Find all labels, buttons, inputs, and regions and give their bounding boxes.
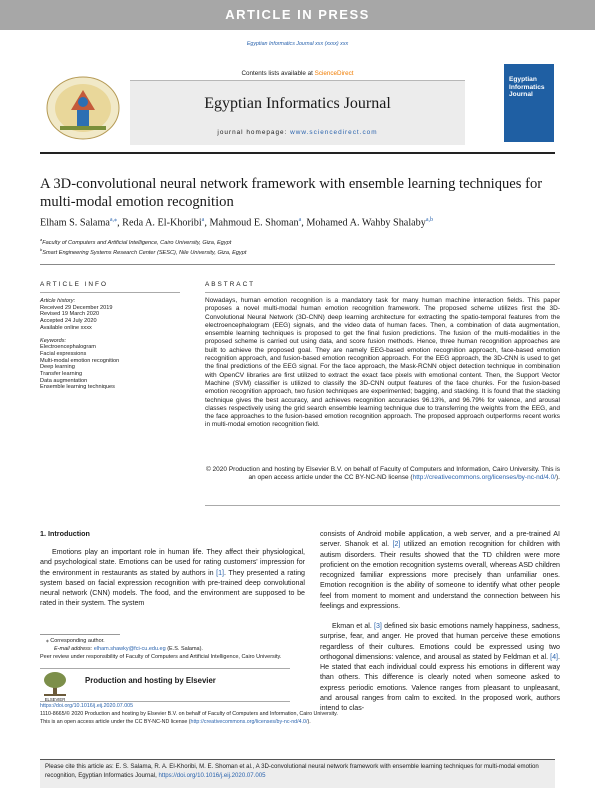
elsevier-logo-text: ELSEVIER [44, 697, 66, 702]
license-text: This is an open access article under the CC BY-NC-ND license ( [40, 718, 191, 725]
abstract-heading: ABSTRACT [205, 281, 256, 288]
keyword[interactable]: Deep learning [40, 364, 75, 371]
citation-text [45, 762, 553, 780]
article-info-rule [40, 292, 180, 293]
intro-text: . He stated that each individual could express his emotions in different way than others. This difference is clearly noted when someone asked to express periodic emotions. Valence ranges from pleasant to unpleasant, and arousal ranges from calm to excited. In the proposed work, authors intend to clas- [320, 652, 560, 713]
keyword[interactable]: Ensemble learning techniques [40, 384, 115, 391]
author-affiliation-marker[interactable]: a [298, 217, 302, 223]
author-name[interactable]: Mahmoud E. Shoman [209, 217, 299, 229]
journal-cover-thumbnail [504, 64, 554, 142]
author-list: Elham S. Salama$^{a,⁎}$, Reda A. El-Khoribi$^a$, Mahmoud E. Shoman$^a$, Mohamed A. Wahby Shalaby$^{a,b}$ [40, 217, 434, 229]
intro-text: . They presented a rating system based on facial expression recognition with pre-trained deep convolutional neural network (CNN) models. The food, and the environment are supposed to be rated in their system. The system [40, 568, 305, 608]
intro-text: defined six basic emotions namely happiness, sadness, surprise, fear, and anger. He proved that human perceive these emotions regardless of their cultures. Emotions could be expressed using two orthogonal dimensions: valence, and arousal as stated by Feldman et al. [320, 622, 560, 661]
header-divider [40, 264, 555, 265]
article-info-panel [40, 298, 190, 391]
keywords-label: Keywords: [40, 337, 67, 344]
homepage-prefix: journal homepage: [217, 129, 291, 136]
keyword[interactable]: Electroencephalogram [40, 344, 96, 351]
citation-body: Please cite this article as: E. S. Salama, R. A. El-Khoribi, M. E. Shoman et al., A 3D-convolutional neural network framework with ensemble learning techniques for multi-modal emotion recognition, Egyptian Informatics Journal, [45, 763, 539, 779]
doi-link[interactable]: https://doi.org/10.1016/j.eij.2020.07.005 [40, 703, 134, 709]
affiliation-marker: b [40, 247, 43, 252]
abstract-bottom-rule [205, 505, 560, 506]
intro-paragraph-right-1 [320, 529, 560, 611]
abstract-copyright [205, 466, 560, 483]
history-item: Revised 19 March 2020 [40, 311, 100, 318]
contents-prefix: Contents lists available at [241, 70, 315, 77]
intro-paragraph-right-2 [320, 621, 560, 714]
citation-link[interactable]: [3] [374, 622, 382, 630]
keyword[interactable]: Transfer learning [40, 371, 83, 378]
affiliation-text: Faculty of Computers and Artificial Intelligence, Cairo University, Giza, Egypt [42, 239, 232, 246]
abstract-rule [205, 292, 560, 293]
citation-link[interactable]: [2] [392, 540, 401, 549]
article-info-heading: ARTICLE INFO [40, 281, 108, 288]
author-name[interactable]: Mohamed A. Wahby Shalaby [306, 217, 426, 229]
keyword[interactable]: Data augmentation [40, 377, 88, 384]
homepage-link[interactable]: www.sciencedirect.com [290, 129, 378, 136]
author-affiliation-marker[interactable]: a,b [425, 217, 434, 223]
elsevier-logo-icon [40, 670, 70, 698]
journal-reference-link[interactable]: Egyptian Informatics Journal xxx (xxxx) xxx [246, 41, 349, 47]
article-title: A 3D-convolutional neural network framework with ensemble learning techniques for multi-modal emotion recognition [40, 176, 543, 210]
affiliation-text: Smart Engineering Systems Research Center (SESC), Nile University, Giza, Egypt [42, 249, 247, 256]
copyright-end: ). [556, 474, 560, 482]
issn-line: 1110-8665/© 2020 Production and hosting by Elsevier B.V. on behalf of Faculty of Computers and Information, Cairo University. [40, 710, 338, 717]
citation-link[interactable]: [4] [550, 652, 559, 661]
peer-review-note: Peer review under responsibility of Faculty of Computers and Artificial Intelligence, Cairo University. [40, 654, 282, 660]
author-name[interactable]: Reda A. El-Khoribi [122, 217, 202, 229]
author-name[interactable]: Elham S. Salama [40, 217, 110, 229]
affiliation [40, 237, 231, 246]
history-label: Article history: [40, 298, 76, 304]
email-label: E-mail address: [54, 646, 94, 652]
citation-link[interactable]: [1] [216, 568, 225, 577]
history-item: Available online xxxx [40, 324, 92, 331]
intro-paragraph-left [40, 547, 305, 609]
sciencedirect-link[interactable]: ScienceDirect [314, 70, 354, 77]
journal-title: Egyptian Informatics Journal [204, 95, 391, 112]
email-suffix: (E.S. Salama). [165, 646, 203, 652]
elsevier-tree-logo [40, 70, 126, 146]
author-affiliation-marker[interactable]: a [201, 217, 205, 223]
corresponding-author-note: ⁎ Corresponding author. [46, 638, 105, 644]
intro-text: Emotions play an important role in human life. They affect their physiological, and psychological state. Emotions can be used for rating customers' impression for the environment in restaurants as stated by authors in [40, 548, 305, 577]
intro-text: Ekman et al. [332, 622, 375, 630]
email-link[interactable]: elham.shawky@fci-cu.edu.eg [93, 646, 166, 652]
license-link[interactable]: http://creativecommons.org/licenses/by-nc-nd/4.0/ [412, 474, 557, 482]
license-line [40, 719, 555, 727]
bottom-info [40, 703, 555, 726]
copyright-text: © 2020 Production and hosting by Elsevier B.V. on behalf of Faculty of Computers and Information, Cairo University. This is an open access article under the CC BY-NC-ND license ( [205, 466, 560, 482]
citation-doi-link[interactable]: https://doi.org/10.1016/j.eij.2020.07.005 [158, 772, 266, 779]
history-item: Received 29 December 2019 [40, 304, 113, 311]
production-hosting-text: Production and hosting by Elsevier [85, 676, 216, 685]
history-item: Accepted 24 July 2020 [40, 318, 97, 325]
author-affiliation-marker[interactable]: a,⁎ [109, 217, 118, 223]
abstract-text: Nowadays, human emotion recognition is a mandatory task for many human machine interaction fields. This paper proposes a novel multi-modal human emotion recognition framework. The proposed scheme utilizes first the 3D-Convolutional Neural Network (3D-CNN) deep learning architecture for extracting the spatio-temporal features from the electroencephalogram (EEG) signals, and the video data of human faces. Then, a combination of data augmentation, ensemble learning techniques is proposed to get the final fusion predictions. The fusion of the multi-modalities in the proposed scheme is carried out using data, and score fusion methods. Hence, three human recognition approaches are built to achieve the proposed goal. They are namely EEG-based emotion recognition approach, face-based emotion recognition approach, and fusion-based emotion recognition approach. For the EEG approach, the 3D-CNN is used to get the final predictions of the EEG signal. For the face approach, the Mask-RCNN object detection technique in combination with OpenCV libraries are first utilized to extract the exact face pixels with emotional content. Then, the Support Vector Machine (SVM) classifier is utilized to classify the 3D-CNN output features of the face chunks. For the fusion-based emotion recognition approach, two fusion techniques are experimented; bagging, and stacking. It is found that the stacking technique gives the best accuracy, and achieves recognition accuracies 96.13%, and 96.79% for valence, and arousal classes respectively using the grid search ensemble learning technique due to transferring the weights from the EEG, and the face approaches to the fusion-based emotion recognition approach. The proposed approach outperforms recent works in multi-modal emotion recognition field. [205, 297, 560, 429]
intro-text: consists of Android mobile application, a web server, and a pre-trained AI server. Shanok et al. [320, 530, 560, 549]
email-footnote [40, 646, 314, 653]
intro-text: utilized an emotion recognition for children with autism disorders. Their results showed that the TD children were more proficient on the emotion recognition systems overall, whereas ASD children recognized familiar expressions more precisely than unfamiliar ones. Emotion recognition is the ability of someone to identify what other people feel from moment to moment and understand the connection between his feelings and expressions. [320, 540, 560, 611]
article-in-press-banner: ARTICLE IN PRESS [0, 0, 595, 30]
journal-homepage [130, 129, 465, 136]
masthead-rule [40, 152, 555, 154]
contents-line [130, 70, 465, 80]
keyword[interactable]: Facial expressions [40, 350, 87, 357]
elsevier-production-box [40, 668, 290, 702]
license-end: ). [307, 718, 311, 725]
keyword[interactable]: Multi-modal emotion recognition [40, 357, 120, 364]
footnote-rule [40, 634, 120, 635]
cover-title: Egyptian Informatics Journal [509, 76, 545, 98]
affiliation [40, 247, 246, 256]
section-heading-introduction: 1. Introduction [40, 529, 90, 538]
affiliation-marker: a [40, 237, 43, 242]
license-link[interactable]: http://creativecommons.org/licenses/by-nc-nd/4.0/ [190, 718, 308, 725]
